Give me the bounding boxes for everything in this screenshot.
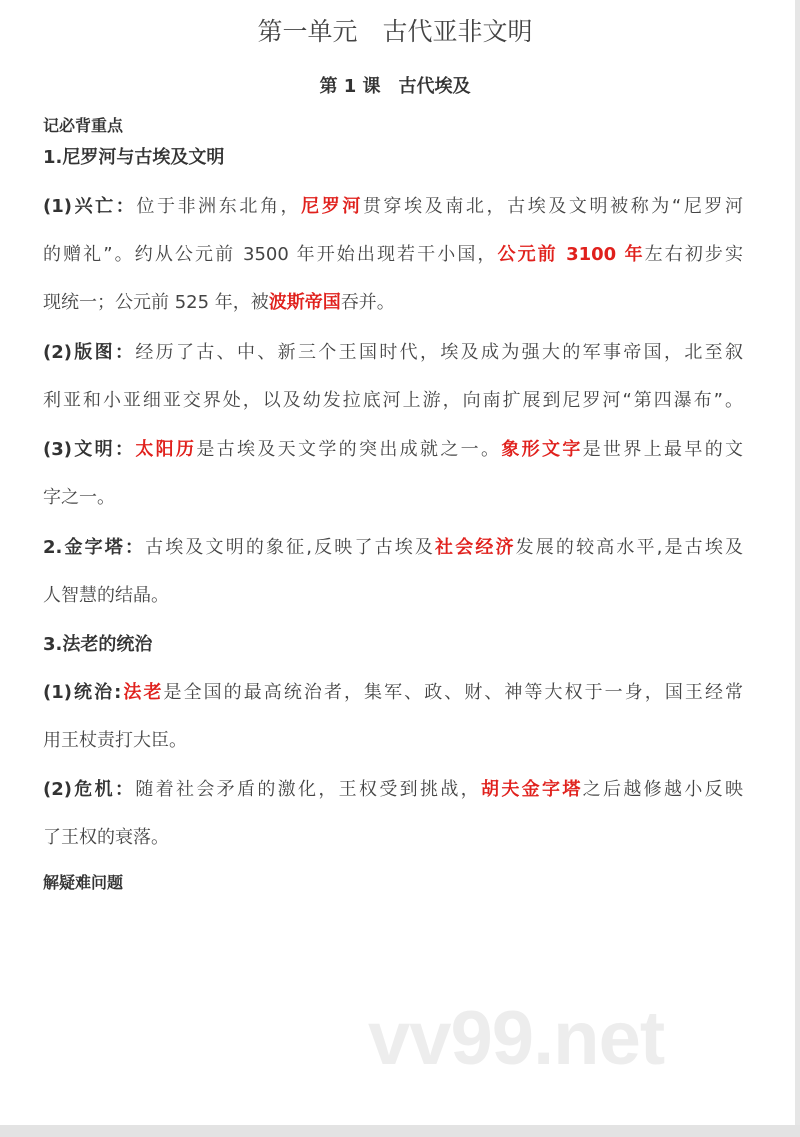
text-line [43, 777, 743, 803]
text-line [43, 113, 123, 139]
bold-label: 2.金字塔： [43, 537, 146, 558]
highlight-keyword: 胡夫金字塔 [481, 779, 583, 800]
bold-label: 解疑难问题 [43, 873, 124, 892]
bold-label: 3.法老的统治 [43, 634, 153, 655]
text-segment: 利亚和小亚细亚交界处，以及幼发拉底河上游，向南扩展到尼罗河“第四瀑布”。 [43, 390, 743, 411]
highlight-keyword: 社会经济 [435, 537, 516, 558]
text-segment: 贯穿埃及南北，古埃及文明被称为“尼罗河 [362, 196, 744, 217]
text-segment: 是古埃及天文学的突出成就之一。 [196, 439, 502, 460]
text-segment: 的赠礼”。约从公元前 3500 年开始出现若干小国， [43, 244, 498, 265]
bold-label: 记必背重点 [43, 116, 124, 135]
text-segment: 是世界上最早的文 [582, 439, 744, 460]
text-line [43, 870, 123, 896]
unit-title: 第一单元 古代亚非文明 [257, 17, 533, 46]
page-bottom-edge [0, 1125, 800, 1137]
text-segment: 是全国的最高统治者，集军、政、财、神等大权于一身，国王经常 [163, 682, 744, 703]
text-line [43, 680, 743, 706]
text-segment: 用王杖责打大臣。 [43, 730, 187, 751]
text-segment: 了王权的衰落。 [43, 827, 169, 848]
watermark: vv99.net [368, 996, 665, 1081]
text-line [43, 194, 743, 220]
text-line [43, 242, 743, 268]
text-line [43, 290, 395, 316]
text-segment: 现统一；公元前 525 年，被 [43, 292, 269, 313]
text-line [43, 825, 169, 851]
highlight-keyword: 波斯帝国 [268, 292, 341, 313]
text-segment: 随着社会矛盾的激化，王权受到挑战， [135, 779, 481, 800]
bold-label: (1)兴亡： [43, 196, 137, 217]
text-segment: 吞并。 [340, 292, 395, 313]
text-line [43, 437, 743, 463]
text-line [43, 535, 743, 561]
bold-label: (2)危机： [43, 779, 136, 800]
highlight-keyword: 象形文字 [501, 439, 583, 460]
text-line [43, 340, 743, 366]
bold-label: (3)文明： [43, 439, 136, 460]
highlight-keyword: 公元前 3100 年 [497, 244, 645, 265]
highlight-keyword: 太阳历 [135, 439, 197, 460]
text-line [43, 583, 169, 609]
text-segment: 古埃及文明的象征,反映了古埃及 [145, 537, 436, 558]
bold-label: (2)版图： [43, 342, 136, 363]
highlight-keyword: 尼罗河 [301, 196, 363, 217]
highlight-keyword: 法老 [121, 682, 164, 703]
page-edge [795, 0, 800, 1137]
text-line [43, 632, 152, 658]
text-segment: 发展的较高水平,是古埃及 [515, 537, 743, 558]
text-segment: 人智慧的结晶。 [43, 585, 169, 606]
text-segment: 字之一。 [43, 487, 115, 508]
bold-label: 1.尼罗河与古埃及文明 [43, 147, 225, 168]
text-line [43, 728, 187, 754]
text-line [43, 485, 115, 511]
text-segment: 左右初步实 [644, 244, 744, 265]
text-line [43, 388, 743, 414]
text-line [43, 145, 224, 171]
text-segment: 之后越修越小反映 [582, 779, 744, 800]
lesson-title: 第 1 课 古代埃及 [319, 76, 471, 97]
text-segment: 位于非洲东北角， [136, 196, 302, 217]
bold-label: (1)统治: [43, 682, 122, 703]
text-segment: 经历了古、中、新三个王国时代，埃及成为强大的军事帝国，北至叙 [135, 342, 743, 363]
